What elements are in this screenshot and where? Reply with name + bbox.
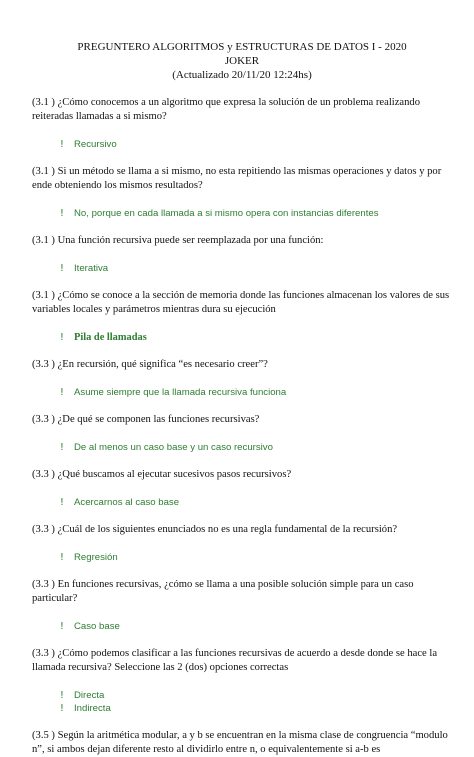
- answer-item: [32, 386, 452, 399]
- answer-item: [32, 620, 452, 633]
- question-text: (3.3 ) ¿En recursión, qué significa “es necesario creer”?: [32, 359, 268, 370]
- question-text: (3.1 ) Una función recursiva puede ser reemplazada por una función:: [32, 235, 324, 246]
- exclamation-bullet-icon: !: [60, 208, 64, 219]
- answer-text: Acercarnos al caso base: [74, 497, 180, 508]
- answer-text: Caso base: [74, 621, 120, 632]
- question-block: [32, 523, 452, 564]
- question-block: [32, 468, 452, 509]
- answer-item: [32, 689, 452, 702]
- question-block: [32, 289, 452, 344]
- question-block: [32, 234, 452, 275]
- answer-text: Regresión: [74, 552, 118, 563]
- question-text: (3.1 ) ¿Cómo conocemos a un algoritmo que expresa la solución de un problema realizando reiteradas llamadas a si mismo?: [32, 97, 421, 122]
- document-subtitle: JOKER: [224, 55, 260, 67]
- question-text: (3.3 ) ¿Cómo podemos clasificar a las funciones recursivas de acuerdo a desde donde se hace la llamada recursiva? Seleccione las 2 (dos) opciones correctas: [32, 648, 438, 673]
- exclamation-bullet-icon: !: [60, 497, 64, 508]
- document-header: [32, 40, 452, 82]
- exclamation-bullet-icon: !: [60, 442, 64, 453]
- exclamation-bullet-icon: !: [60, 621, 64, 632]
- answer-text: Recursivo: [74, 139, 117, 150]
- question-list: [32, 96, 452, 757]
- answer-text: De al menos un caso base y un caso recursivo: [74, 442, 273, 453]
- answer-text: Iterativa: [74, 263, 109, 274]
- answer-item: [32, 702, 452, 715]
- question-block: [32, 165, 452, 220]
- question-block: [32, 647, 452, 715]
- answer-text: Directa: [74, 690, 105, 701]
- question-block: [32, 578, 452, 633]
- question-text: (3.3 ) En funciones recursivas, ¿cómo se llama a una posible solución simple para un caso particular?: [32, 579, 414, 604]
- answer-item: [32, 441, 452, 454]
- exclamation-bullet-icon: !: [60, 263, 64, 274]
- question-text: (3.3 ) ¿Cuál de los siguientes enunciados no es una regla fundamental de la recursión?: [32, 524, 398, 535]
- question-text: (3.3 ) ¿De qué se componen las funciones recursivas?: [32, 414, 260, 425]
- answer-item: [32, 207, 452, 220]
- exclamation-bullet-icon: !: [60, 690, 64, 701]
- answer-item: [32, 138, 452, 151]
- answer-text: Indirecta: [74, 703, 111, 714]
- exclamation-bullet-icon: !: [60, 703, 64, 714]
- exclamation-bullet-icon: !: [60, 387, 64, 398]
- exclamation-bullet-icon: !: [60, 332, 64, 343]
- answer-text: No, porque en cada llamada a si mismo opera con instancias diferentes: [74, 208, 379, 219]
- question-block: [32, 96, 452, 151]
- question-block: [32, 413, 452, 454]
- question-block: [32, 358, 452, 399]
- question-text: (3.3 ) ¿Qué buscamos al ejecutar sucesivos pasos recursivos?: [32, 469, 292, 480]
- answer-item: [32, 262, 452, 275]
- exclamation-bullet-icon: !: [60, 552, 64, 563]
- answer-item: [32, 331, 452, 344]
- question-text: (3.1 ) ¿Cómo se conoce a la sección de memoria donde las funciones almacenan los valores de sus variables locales y parámetros mientras dura su ejecución: [32, 290, 450, 315]
- answer-text: Asume siempre que la llamada recursiva funciona: [74, 387, 287, 398]
- exclamation-bullet-icon: !: [60, 139, 64, 150]
- answer-item: [32, 551, 452, 564]
- question-block: [32, 729, 452, 757]
- question-text: (3.1 ) Si un método se llama a si mismo, no esta repitiendo las mismas operaciones y datos y por ende obteniendo los mismos resultados?: [32, 166, 442, 191]
- document-title: PREGUNTERO ALGORITMOS y ESTRUCTURAS DE DATOS I - 2020: [77, 41, 407, 53]
- answer-text: Pila de llamadas: [74, 332, 147, 343]
- answer-item: [32, 496, 452, 509]
- question-text: (3.5 ) Según la aritmética modular, a y b se encuentran en la misma clase de congruencia “modulo n”, si ambos dejan diferente resto al dividirlo entre n, o equivalentemente si a-b es: [32, 730, 448, 755]
- update-timestamp: (Actualizado 20/11/20 12:24hs): [172, 69, 312, 81]
